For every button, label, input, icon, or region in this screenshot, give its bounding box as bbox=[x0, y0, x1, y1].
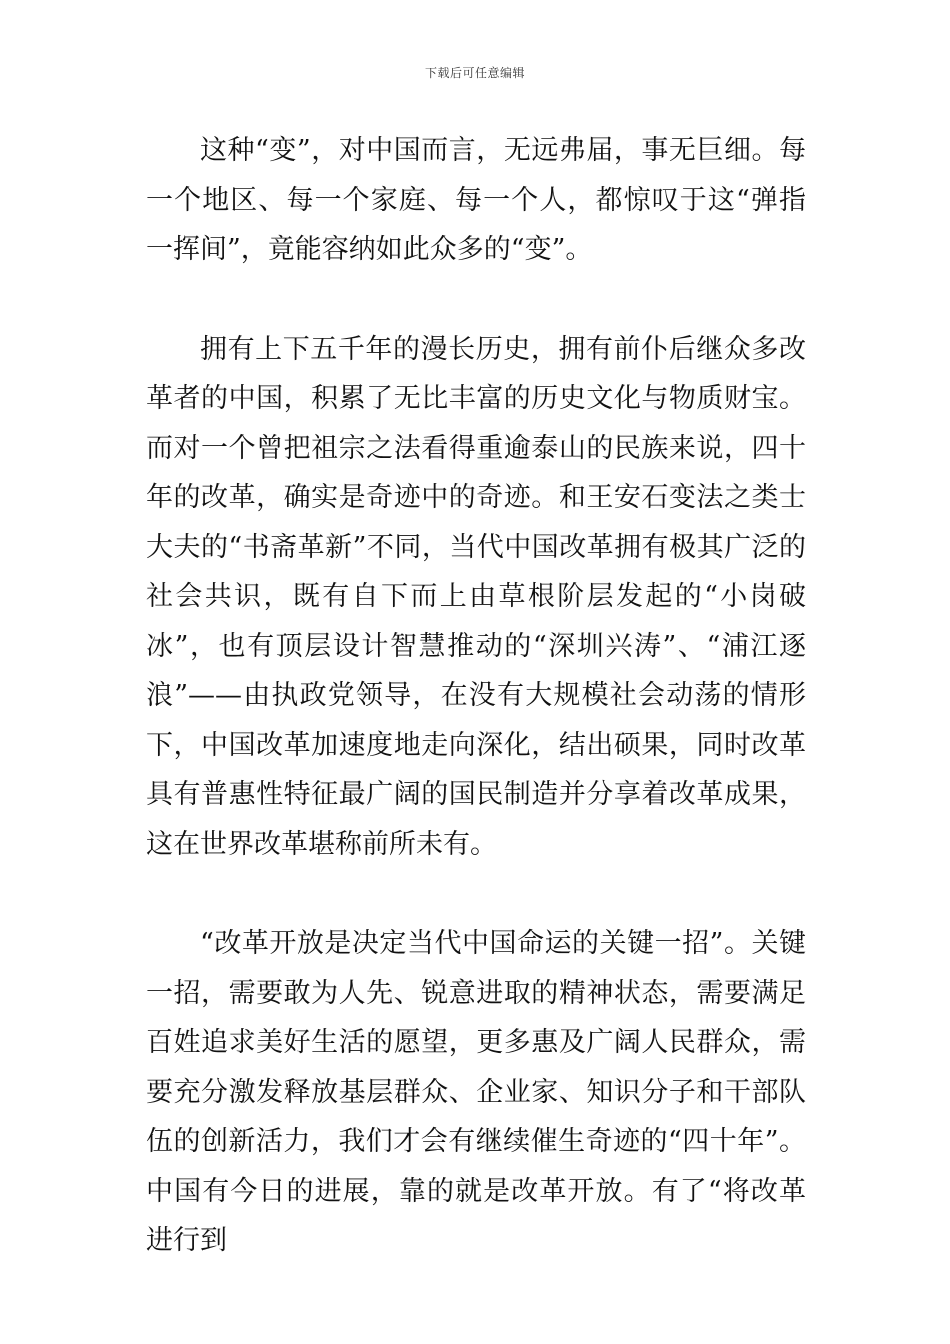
paragraph-2: 拥有上下五千年的漫长历史，拥有前仆后继众多改革者的中国，积累了无比丰富的历史文化与物质财宝。而对一个曾把祖宗之法看得重逾泰山的民族来说，四十年的改革，确实是奇迹中的奇迹。和王安石变法之类士大夫的“书斋革新”不同，当代中国改革拥有极其广泛的社会共识，既有自下而上由草根阶层发起的“小岗破冰”，也有顶层设计智慧推动的“深圳兴涛”、“浦江逐浪”——由执政党领导，在没有大规模社会动荡的情形下，中国改革加速度地走向深化，结出硕果，同时改革具有普惠性特征最广阔的国民制造并分享着改革成果，这在世界改革堪称前所未有。 bbox=[146, 333, 806, 860]
paragraph-1: 这种“变”，对中国而言，无远弗届，事无巨细。每一个地区、每一个家庭、每一个人，都惊叹于这“弹指一挥间”，竟能容纳如此众多的“变”。 bbox=[146, 135, 806, 265]
header-note: 下载后可任意编辑 bbox=[424, 66, 525, 80]
paragraph-3: “改革开放是决定当代中国命运的关键一招”。关键一招，需要敢为人先、锐意进取的精神状态，需要满足百姓追求美好生活的愿望，更多惠及广阔人民群众，需要充分激发释放基层群众、企业家、知识分子和干部队伍的创新活力，我们才会有继续催生奇迹的“四十年”。中国有今日的进展，靠的就是改革开放。有了“将改革进行到 bbox=[146, 928, 806, 1256]
body-text bbox=[146, 126, 806, 1266]
